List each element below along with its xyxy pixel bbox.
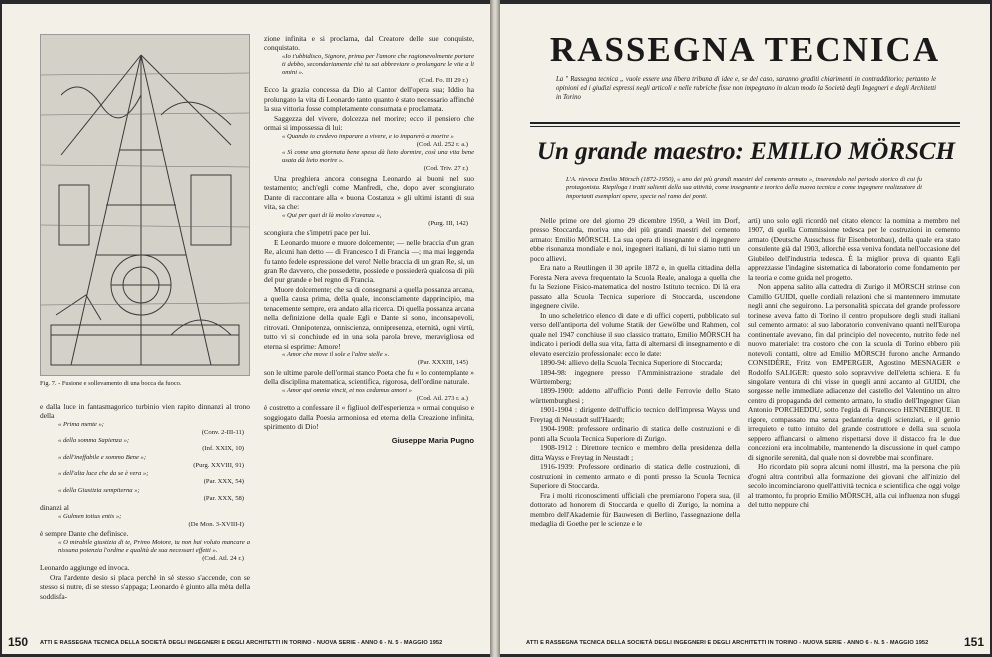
page-footer: ATTI E RASSEGNA TECNICA DELLA SOCIETÀ DEGLI INGEGNERI E DEGLI ARCHITETTI IN TORINO - NUOVA SERIE - ANNO 6 - N. 5 - MAGGIO 1952 — [526, 640, 929, 646]
spine-gutter — [490, 0, 500, 657]
paragraph: 1916-1939: Professore ordinario di statica delle costruzioni, di costruzioni in cemento armato e di ponti presso la Scuola Tecnica Superiore di Stoccarda. — [530, 462, 740, 491]
section-title: RASSEGNA TECNICA — [549, 30, 941, 69]
article-abstract: L'A. rievoca Emilio Mörsch (1872-1950), « uno dei più grandi maestri del cemento armato », inserendolo nel periodo storico di cui fu protagonista. Riepiloga i tratti salienti della sua attività, come insegnante e teorico della nuova tecnica e come ingegnere realizzatore di importanti esemplari opere, specie nel ramo dei ponti. — [566, 176, 922, 200]
paragraph: Ora l'ardente desio si placa perchè in sè stesso s'accende, con se stesso si nutre, di se stesso s'appaga; Leonardo è giunto alla mèta della soddisfa- — [40, 572, 250, 601]
paragraph: 1894-98: ingegnere presso l'Amministrazione stradale del Württemberg; — [530, 367, 740, 386]
citation: (Cod. Fo. III 29 r.) — [419, 77, 468, 85]
section-intro: La " Rassegna tecnica „ vuole essere una libera tribuna di idee e, se del caso, saranno graditi chiarimenti in contradditorio; pertanto le opinioni ed i giudizi espressi negli articoli e nelle rubriche fisse non impegnano in alcun modo la Società degli Ingegneri e degli Architetti in Torino — [556, 76, 936, 101]
paragraph: Muore dolcemente; che sa di consegnarsi a quella possanza arcana, a quella causa prima, della quale, inconsciamente dapprincipio, ma tenacemente sempre, era andato alla ricerca. Di quella possanza arcana nella definizione della quale Egli e Dante si sono, inconsapevoli, ritrovati. Onnipotenza, onniscienza, onnipresenza, eternità, ogni virtù, tutto vi si conchiude ed in una sola parola breve, meravigliosa ed eterna si esprime: Amore! — [264, 284, 474, 351]
paragraph: arti) uno solo egli ricordò nel citato elenco: la nomina a membro nel 1907, di quella Commissione tedesca per le costruzioni in cemento armato (Deutsche Ausschuss für Eisenbetonbau), della quale era stato consulente già dal 1903, allorchè essa veniva fondata nell'occasione del Giubileo dell'industria tedesca. È la miglior prova di quanto Egli apprezzasse l'indagine sistematica di laboratorio come fondamento per la teoria e come guida nel progetto. — [748, 216, 960, 282]
quote: « dell'ineffabile e sommo Bene »; — [58, 453, 147, 461]
paragraph: Non appena salito alla cattedra di Zurigo il MÖRSCH strinse con Camillo GUIDI, quelle cordiali relazioni che si mantennero immutate negli anni che seguirono. La personalità spiccata del grande professore torinese aveva fatto di Torino il centro propulsore degli studi italiani sul cemento armato: al suo laboratorio convenivano quanti nell'Europa continentale avevano, fin dal principio del novecento, nutrito fede nel nuovo materiale: tra costoro che con la scuola di Torino ebbero più notevoli contatti, oltre ad Emilio MÖRSCH furono anche Armando CONSIDÈRE, Fritz von EMPERGER, Agostino MESNAGER e Rodolfo SALIGER: questo solo sopravvive dell'eletta schiera. E fu singolare ventura di chi visse in quegli anni accanto al GUIDI, che sorgesse nelle immediate adiacenze del castello del Valentino un altro centro di propaganda del cemento armato, lo studio dell'Ingegner Gian Antonio PORCHEDDU, sotto l'egida di Francesco HENNEBIQUE. Il rigore, compassato ma senza pedanteria degli scienziati, e il genio irrequieto e tutto intuito del grande costruttore e della sua scuola seppero affiancarsi o almeno rispettarsi dove il distacco fra le due concezioni era incolmabile, mantenendo la discussione in quel campo di signorile serenità, dal quale non si dovrebbe mai sconfinare. — [748, 282, 960, 462]
paragraph: zione infinita e si proclama, dal Creatore delle sue conquiste, conquistato. — [264, 34, 474, 53]
paragraph: Leonardo aggiunge ed invoca. — [40, 563, 130, 573]
paragraph: Fra i molti riconoscimenti ufficiali che premiarono l'opera sua, (il dottorato ad honorem di Stoccarda e quello di Zurigo, la nomina a membro dell'Akademie für Bauwesen di Berlino, l'assegnazione della medaglia di Goethe per le scienze e le — [530, 490, 740, 528]
paragraph: In uno scheletrico elenco di date e di uffici coperti, pubblicato sul verso dell'antiporta del volume Statik der Gewölbe und Rahmen, col quale nel 1947 conchiuse il suo classico trattato, Emilio MÖRSCH ha indicato i periodi della sua vita, fatta di alternarsi di insegnamento e di elevato esercizio professionale: ecco le date: — [530, 310, 740, 358]
quote: « Sì come una giornata bene spesa dà lieto dormire, così una vita bene usata dà lieto morire ». — [282, 149, 474, 165]
quote: « Prima mente »; — [58, 420, 104, 428]
quote: « dell'alta luce che da se è vera »; — [58, 470, 149, 478]
paragraph: Nelle prime ore del giorno 29 dicembre 1950, a Weil im Dorf, presso Stoccarda, moriva uno dei più grandi maestri del cemento armato: Emilio MÖRSCH. La sua opera di insegnante e di ingegnere ebbe risonanza mondiale e noi, ingegneri italiani, di lui siamo tutti un poco allievi. — [530, 216, 740, 263]
quote: « Gulmen totius entis »; — [58, 512, 122, 520]
citation: (Purg. III, 142) — [428, 219, 468, 227]
paragraph: Una preghiera ancora consegna Leonardo ai buoni nel suo testamento; anch'egli come Manfredi, che, dopo aver scongiurato Dante di raccontare alla « buona Costanza » gli ultimi istanti di sua vita, sa che: — [264, 173, 474, 212]
left-column-2 — [264, 34, 474, 445]
paragraph: è sempre Dante che definisce. — [40, 529, 129, 539]
citation: (Cod. Atl. 273 r. a.) — [416, 394, 468, 402]
citation: (Conv. 2-III-11) — [201, 428, 244, 436]
page-footer: ATTI E RASSEGNA TECNICA DELLA SOCIETÀ DEGLI INGEGNERI E DEGLI ARCHITETTI IN TORINO - NUOVA SERIE - ANNO 6 - N. 5 - MAGGIO 1952 — [40, 640, 443, 646]
right-column-1 — [530, 216, 740, 528]
citation: (Inf. XXIX, 10) — [202, 445, 244, 453]
paragraph: 1908-1912 : Direttore tecnico e membro della presidenza della ditta Wayss e Freytag in Neustadt ; — [530, 443, 740, 462]
left-column-1 — [40, 402, 250, 601]
citation: (Cod. Atl. 252 r. a.) — [416, 140, 468, 148]
quote: «Io t'ubbidisco, Signore, prima per l'amore che ragionevolmente portare ti debbo, secondariamente chè tu sai abbreviare o prolungare le vite a li omini ». — [282, 52, 474, 76]
paragraph: 1899-1900: addetto all'ufficio Ponti delle Ferrovie dello Stato württemburghesi ; — [530, 386, 740, 405]
page-number: 151 — [963, 635, 984, 649]
citation: (De Mon. 3-XVIII-I) — [188, 520, 244, 528]
figure-engraving — [40, 34, 250, 376]
paragraph: e dalla luce in fantasmagorico turbinio vien rapito dinnanzi al trono della — [40, 402, 250, 421]
engraving-illustration — [41, 35, 249, 375]
divider — [530, 122, 960, 124]
citation: (Purg. XXVIII, 91) — [193, 461, 244, 469]
paragraph: 1904-1908: professore ordinario di statica delle costruzioni e di ponti alla Scuola Tecnica Superiore di Zurigo. — [530, 424, 740, 443]
right-column-2 — [748, 216, 960, 510]
paragraph: Era nato a Reutlingen il 30 aprile 1872 e, in quella cittadina della Foresta Nera aveva frequentato la Scuola Reale, analoga a quella che fu la Sezione Fisico-matematica del nostro Istituto tecnico. Di là era passato alla Scuola Tecnica superiore di Stoccarda, uscendone ingegnere civile. — [530, 263, 740, 311]
page-number: 150 — [8, 635, 29, 649]
paragraph: è costretto a confessare il « figliuol dell'esperienza » ormai conquiso e soggiogato dalla Poesia armoniosa ed eterna della Creazione infinita, spirimento di Dio! — [264, 403, 474, 432]
paragraph: 1901-1904 : dirigente dell'ufficio tecnico dell'impresa Wayss und Freytag di Neustadt sull'Haardt; — [530, 405, 740, 424]
divider — [530, 126, 960, 127]
citation: (Par. XXXIII, 145) — [417, 359, 468, 367]
quote: « Amor che move il sole e l'altre stelle ». — [282, 351, 390, 359]
article-title: Un grande maestro: EMILIO MÖRSCH — [536, 138, 956, 165]
figure-caption: Fig. 7. - Fusione e sollevamento di una bocca da fuoco. — [40, 380, 182, 387]
paragraph: Ho ricordato più sopra alcuni nomi illustri, ma la persona che più d'ogni altra contribuì alla formazione dei giovani che all'inizio del secolo incominciarono quell'attività tecnica e scientifica che oggi volge al tramonto, fu proprio Emilio MÖRSCH, alla cui influenza non sfuggì del tutto neppure chi — [748, 462, 960, 510]
paragraph: son le ultime parole dell'ormai stanco Poeta che fu « lo contemplante » della disciplina matematica, scientifica, rigorosa, dell'ordine naturale. — [264, 367, 474, 387]
quote: « O mirabile giustizia di te, Primo Motore, tu non hai voluto mancare a nissuna potenzia l'ordine e qualità de sua necessari effetti ». — [58, 538, 250, 554]
citation: (Par. XXX, 54) — [203, 478, 244, 486]
quote: « Quando io credevo imparare a vivere, e io imparerò a morire » — [282, 132, 454, 140]
paragraph: scongiura che s'impetri pace per lui. — [264, 228, 371, 238]
paragraph: 1890-94: allievo della Scuola Tecnica Superiore di Stoccarda; — [540, 358, 723, 368]
citation: (Par. XXX, 58) — [203, 494, 244, 502]
paragraph: dinanzi al — [40, 503, 69, 513]
paragraph: E Leonardo muore e muore dolcemente; — nelle braccia d'un gran Re, alcuni han detto — di Francesco I di Francia —; ma mai leggenda fu tanto fedele espressione del vero! Nelle braccia di un gran Re, sì, un gran Re davvero, che possedette, possiede e possiederà qualcosa di più del pur grande e bel regno di Francia. — [264, 237, 474, 285]
citation: (Cod. Triv. 27 r.) — [423, 165, 468, 173]
quote: « Qui per quei di là molto s'avanza », — [282, 211, 382, 219]
paragraph: Saggezza del vivere, dolcezza nel morire; ecco il pensiero che ormai si impossessa di lui: — [264, 113, 474, 133]
author-signature: Giuseppe Maria Pugno — [391, 435, 474, 445]
quote: « della Giustizia sempiterna »; — [58, 486, 140, 494]
quote: « Amor qui omnia vincit, et nos cedamus amori » — [282, 386, 412, 394]
left-page — [2, 4, 490, 654]
quote: « della somma Sapienza »; — [58, 437, 130, 445]
right-page — [500, 4, 990, 654]
citation: (Cod. Atl. 24 r.) — [202, 554, 244, 562]
paragraph: Ecco la grazia concessa da Dio al Cantor dell'opera sua; Iddio ha prolungato la vita di Leonardo tanto quanto è stato necessario affinchè la sua vittoria fosse completamente consumata e proclamata. — [264, 85, 474, 114]
